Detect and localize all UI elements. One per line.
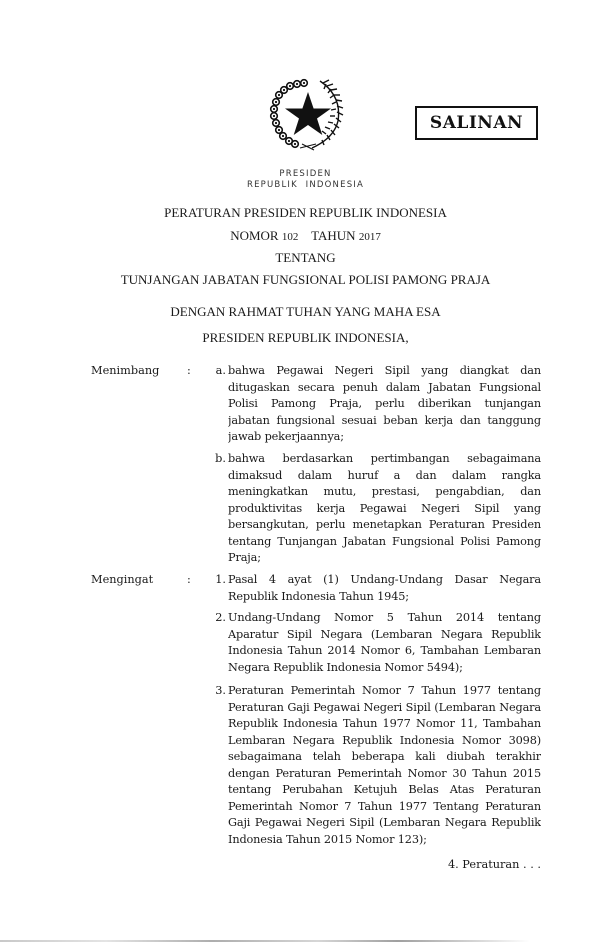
regulation-subject: TUNJANGAN JABATAN FUNGSIONAL POLISI PAMONG PRAJA (120, 272, 491, 287)
mengingat-item-2-marker: 2. (215, 611, 226, 624)
text-line: Peraturan Gaji Pegawai Negeri Sipil (Lembaran Negara (228, 700, 541, 714)
authority: PRESIDEN REPUBLIK INDONESIA, (202, 330, 409, 345)
mengingat-item-3-marker: 3. (215, 684, 226, 697)
tentang-label: TENTANG (275, 250, 336, 265)
menimbang-item-a (228, 363, 541, 446)
text-line: Pasal 4 ayat (1) Undang-Undang Dasar Negara (228, 573, 541, 586)
letterhead-republic-text: REPUBLIK INDONESIA (246, 180, 365, 190)
text-line: bersangkutan, perlu menetapkan Peraturan Presiden (228, 518, 541, 531)
text-line: Indonesia Tahun 2015 Nomor 123); (228, 832, 427, 846)
letterhead-republic (0, 180, 611, 191)
text-line: bahwa berdasarkan pertimbangan sebagaimana (228, 452, 541, 465)
text-line: Polisi Pamong Praja, perlu diberikan tunjangan (228, 397, 541, 410)
text-line: Negara Republik Indonesia Nomor 5494); (228, 660, 463, 674)
text-line: meningkatkan mutu, prestasi, pengabdian, dan (228, 485, 541, 498)
text-line: bahwa Pegawai Negeri Sipil yang diangkat dan (228, 364, 541, 377)
tahun-value: 2017 (358, 231, 381, 243)
text-line: Praja; (228, 551, 261, 564)
menimbang-item-a-marker: a. (215, 364, 226, 377)
text-line: tentang Tunjangan Jabatan Fungsional Polisi Pamong (228, 534, 541, 548)
presidential-emblem-icon (268, 76, 348, 154)
nomor-value: 102 (281, 231, 299, 243)
text-line: jawab pekerjaannya; (228, 430, 344, 443)
mengingat-item-1 (228, 572, 541, 605)
text-line: Republik Indonesia Tahun 1945; (228, 589, 409, 603)
mengingat-item-3 (228, 683, 541, 848)
text-line: Gaji Pegawai Negeri Sipil (Lembaran Negara Republik (228, 816, 541, 829)
menimbang-item-b-marker: b. (215, 452, 226, 465)
nomor-label: NOMOR (230, 228, 279, 243)
scan-edge-line (0, 940, 530, 942)
regulation-title: PERATURAN PRESIDEN REPUBLIK INDONESIA (164, 205, 447, 220)
text-line: Indonesia Tahun 2014 Nomor 6, Tambahan Lembaran (228, 644, 541, 657)
menimbang-colon: : (187, 364, 191, 377)
text-line: dimaksud dalam huruf a dan dalam rangka (228, 468, 541, 482)
page-continuation: 4. Peraturan . . . (447, 858, 541, 871)
text-line: sebagaimana telah beberapa kali diubah terakhir (228, 750, 541, 763)
text-line: Aparatur Sipil Negara (Lembaran Negara Republik (228, 627, 541, 641)
salinan-label: SALINAN (429, 113, 524, 133)
regulation-number-line (0, 228, 611, 244)
text-line: Pemerintah Nomor 7 Tahun 1977 Tentang Peraturan (228, 799, 541, 813)
text-line: tentang Perubahan Ketujuh Belas Atas Peraturan (228, 783, 541, 796)
letterhead-president: PRESIDEN (279, 169, 332, 179)
text-line: Undang-Undang Nomor 5 Tahun 2014 tentang (228, 611, 541, 624)
invocation: DENGAN RAHMAT TUHAN YANG MAHA ESA (170, 304, 441, 319)
mengingat-item-2 (228, 610, 541, 676)
text-line: Lembaran Negara Republik Indonesia Nomor 3098) (228, 733, 541, 747)
text-line: Republik Indonesia Tahun 1977 Nomor 11, Tambahan (228, 717, 541, 730)
salinan-stamp (415, 106, 538, 140)
mengingat-label: Mengingat (91, 573, 154, 586)
text-line: Peraturan Pemerintah Nomor 7 Tahun 1977 tentang (228, 684, 541, 697)
text-line: jabatan fungsional sesuai beban kerja dan tanggung (228, 413, 541, 427)
text-line: dengan Peraturan Pemerintah Nomor 30 Tahun 2015 (228, 766, 541, 780)
menimbang-label: Menimbang (91, 364, 160, 377)
mengingat-colon: : (187, 573, 191, 586)
mengingat-item-1-marker: 1. (215, 573, 226, 586)
menimbang-item-b (228, 451, 541, 567)
tahun-label: TAHUN (311, 228, 356, 243)
text-line: ditugaskan secara penuh dalam Jabatan Fungsional (228, 380, 541, 394)
text-line: produktivitas kerja Pegawai Negeri Sipil yang (228, 501, 541, 515)
